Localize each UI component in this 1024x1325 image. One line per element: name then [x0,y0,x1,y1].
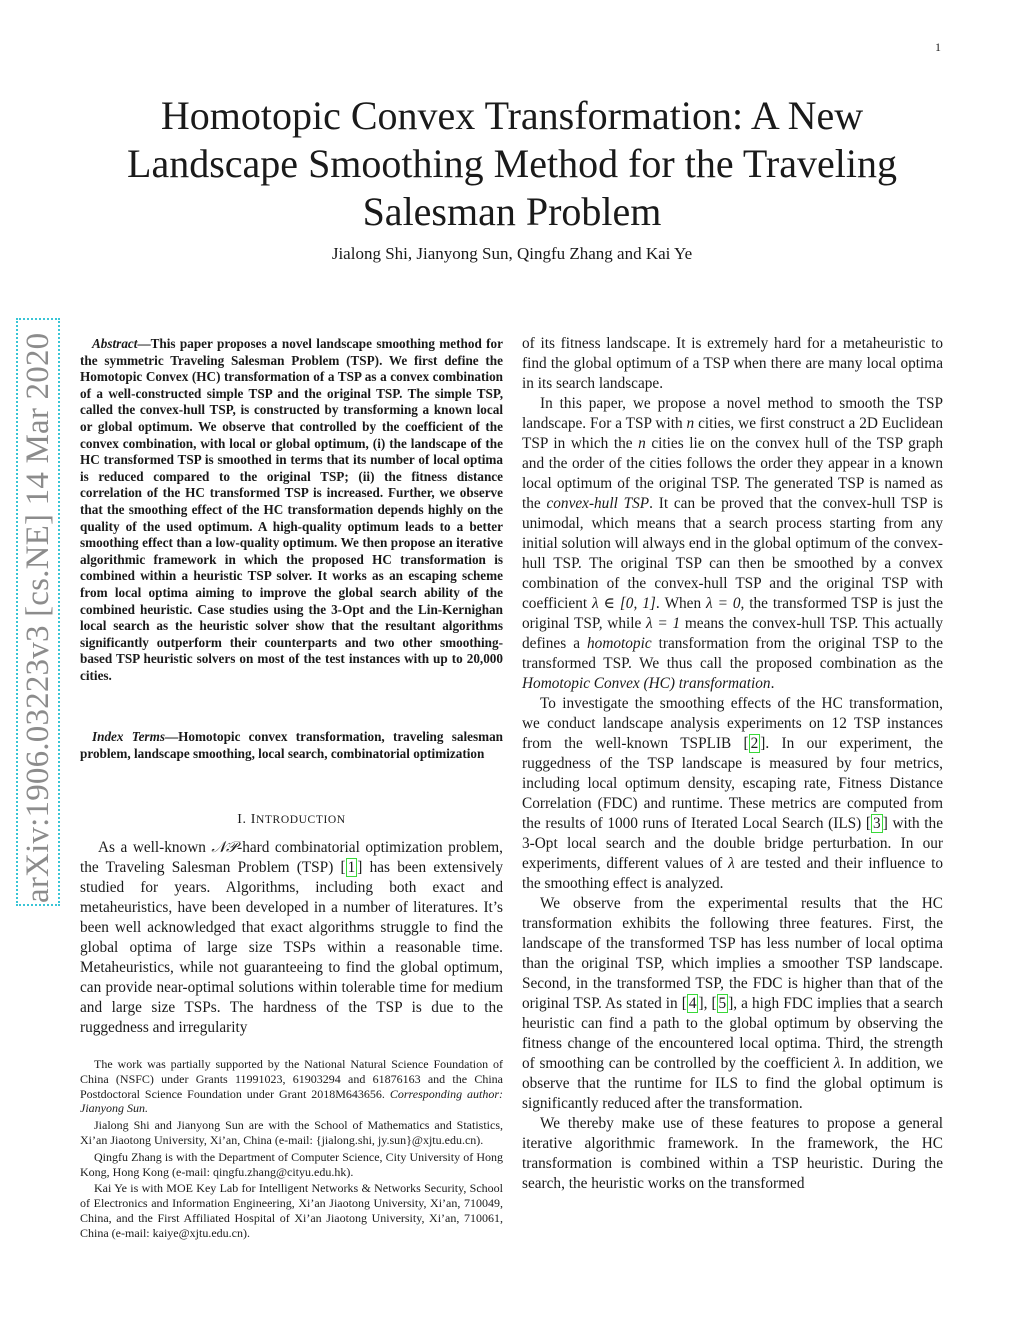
text: In this paper, we propose a novel method to smooth the TSP landscape. For a TSP with [522,395,943,432]
right-column [522,334,943,1194]
intro-text-a: As a well-known [98,839,212,856]
text: ] with the 3-Opt local search and the double bridge perturbation. In our experiments, different values of [522,815,943,872]
citation-link-1[interactable]: 1 [347,859,356,876]
math-lambda: λ [728,855,735,872]
text: ]. In our experiment, the ruggedness of the TSP landscape is measured by four metrics, including local optimum density, escaping rate, Fitness Distance Correlation (FDC) and runtime. These metrics are computed from the results of 1000 runs of Iterated Local Search (ILS) [ [522,735,943,832]
section-numeral: I. [237,812,251,827]
text: ], a high FDC implies that a search heuristic can find a path to the global optimum by observing the fitness change of the encountered local optima. Third, the strength of smoothing can be controlled by the coefficient [522,995,943,1072]
intro-paragraph [80,838,503,1038]
citation-link-3[interactable]: 3 [873,815,881,832]
text: To investigate the smoothing effects of the HC transformation, we conduct landscape analysis experiments on 12 TSP instances from the well-known TSPLIB [ [522,695,943,752]
citation-link-5[interactable]: 5 [718,995,727,1012]
text: are tested and their influence to the smoothing effect is analyzed. [522,855,943,892]
emphasis: Homotopic Convex (HC) transformation [522,675,771,692]
intro-text-b: -hard combinatorial optimization problem, the Traveling Salesman Problem (TSP) [ [80,839,503,876]
citation-link-2[interactable]: 2 [750,735,759,752]
paragraph-continuation: of its fitness landscape. It is extremely hard for a metaheuristic to find the global optimum of a TSP when there are many local optima in its search landscape. [522,335,943,392]
citation-link-4[interactable]: 4 [688,995,697,1012]
paper-title: Homotopic Convex Transformation: A New Landscape Smoothing Method for the Traveling Salesman Problem [127,93,897,234]
text: transformation from the original TSP to the transformed TSP. We thus call the proposed combination as the [522,635,943,672]
arxiv-identifier: arXiv:1906.03223v3 [cs.NE] 14 Mar 2020 [20,332,56,903]
text: ], [ [698,995,717,1012]
text: . [770,675,775,692]
emphasis: convex-hull TSP [546,495,650,512]
math-lambda-zero: λ = 0 [706,595,741,612]
abstract-text: —This paper proposes a novel landscape smoothing method for the symmetric Traveling Salesman Problem (TSP). We first define the Homotopic Convex (HC) transformation of a TSP as a convex combination of a well-constructed simple TSP and the original TSP. The simple TSP, called the convex-hull TSP, is constructed by transforming a known local or global optimum. We observe that controlled by the coefficient of the convex combination, with local or global optimum, (i) the landscape of the HC transformed TSP is smoothed in terms that its number of local optima is reduced compared to the original TSP; (ii) the fitness distance correlation of the HC transformed TSP is increased. Further, we observe that the smoothing effect of the HC transformation depends highly on the quality of the used optimum. A high-quality optimum leads to a better smoothing effect than a low-quality optimum. We then propose an iterative algorithmic framework in which the proposed HC transformation is combined within a heuristic TSP solver. It works as an escaping scheme from local optima aiming to improve the global search ability of the combined heuristic. Case studies using the 3-Opt and the Lin-Kernighan local search as the heuristic solver show that the resultant algorithms significantly outperform their counterparts and two other smoothing-based TSP heuristic solvers on most of the test instances with up to 20,000 cities. [80,336,503,683]
section-heading-introduction [80,812,503,828]
footnotes [80,1057,503,1243]
text: cities lie on the convex hull of the TSP graph and the order of the cities follows the order they appear in a known local optimum of the original TSP. The generated TSP is named as the [522,435,943,512]
paragraph-framework: We thereby make use of these features to propose a general iterative algorithmic framework. In the framework, the HC transformation is combined within a TSP heuristic. During the search, the heuristic works on the transformed [522,1115,943,1192]
math-lambda: λ [833,1055,841,1072]
math-n: n [638,435,646,452]
text: . When [655,595,707,612]
math-lambda-one: λ = 1 [646,615,681,632]
text: means the convex-hull TSP. This actually defines a [522,615,944,652]
math-n: n [686,415,695,432]
footnote-funding-text: The work was partially supported by the National Natural Science Foundation of China (NSFC) under Grants 11991023, 61903294 and 61876163 and the China Postdoctoral Science Foundation under Grant 2018M643656. [80,1057,503,1101]
page-number: 1 [935,40,941,54]
abstract [80,336,503,684]
footnote-affiliation-ye: Kai Ye is with MOE Key Lab for Intelligent Networks & Networks Security, School of Electronics and Information Engineering, Xi’an Jiaotong University, Xi’an, 710049, China, and the First Affiliated Hospital of Xi’an Jiaotong University, Xi’an, 710061, China (e-mail: kaiye@xjtu.edu.cn). [80,1181,503,1240]
section-title-rest: NTRODUCTION [256,814,346,826]
paragraph-observations [522,894,943,1114]
index-terms-text: —Homotopic convex transformation, traveling salesman problem, landscape smoothing, local search, combinatorial optimization [80,729,504,761]
text: . It can be proved that the convex-hull TSP is unimodal, which means that a search process starting from any initial solution will always end in the global optimum of the convex-hull TSP. The original TSP can then be smoothed by a convex combination of the convex-hull TSP and the original TSP with coefficient [522,495,943,612]
math-lambda-range: λ ∈ [0, 1] [592,595,656,612]
text: We observe from the experimental results that the HC transformation exhibits the following three features. First, the landscape of the transformed TSP has less number of local optima than the original TSP, which implies a smoother TSP landscape. Second, in the transformed TSP, the FDC is higher than that of the original TSP. As stated in [ [522,895,943,1012]
corresponding-author-note: Corresponding author: Jianyong Sun. [80,1086,503,1116]
index-terms [80,729,503,762]
footnote-funding [80,1057,503,1116]
np-symbol: 𝒩𝒫 [211,839,238,856]
paragraph-experiments [522,694,943,894]
section-initial: I [250,812,257,827]
abstract-label: Abstract [92,336,138,351]
index-terms-label: Index Terms [92,729,165,744]
intro-text-c: ] has been extensively studied for years. Algorithms, including both exact and metaheuristics, have been developed in a number of literatures. It’s been well acknowledged that exact algorithms struggle to find the global optima of large size TSPs within a reasonable time. Metaheuristics, while not guaranteeing to find the global optimum, can provide near-optimal solutions within tolerable time for medium and large size TSPs. The hardness of the TSP is due to the ruggedness and irregularity [80,859,504,1036]
footnote-affiliation-shi-sun: Jialong Shi and Jianyong Sun are with the School of Mathematics and Statistics, Xi’an Jiaotong University, Xi’an, China (e-mail: {jialong.shi, jy.sun}@xjtu.edu.cn). [80,1118,503,1147]
text: . In addition, we observe that the runtime for ILS to find the global optimum is significantly reduced after the transformation. [522,1055,943,1112]
text: cities, we first construct a 2D Euclidean TSP in which the [522,415,943,452]
text: , the transformed TSP is just the original TSP, while [522,595,944,632]
paragraph-method [522,394,943,694]
emphasis: homotopic [587,635,652,652]
author-list: Jialong Shi, Jianyong Sun, Qingfu Zhang and Kai Ye [331,244,693,263]
footnote-affiliation-zhang: Qingfu Zhang is with the Department of Computer Science, City University of Hong Kong, Hong Kong (e-mail: qingfu.zhang@cityu.edu.hk). [80,1149,503,1179]
